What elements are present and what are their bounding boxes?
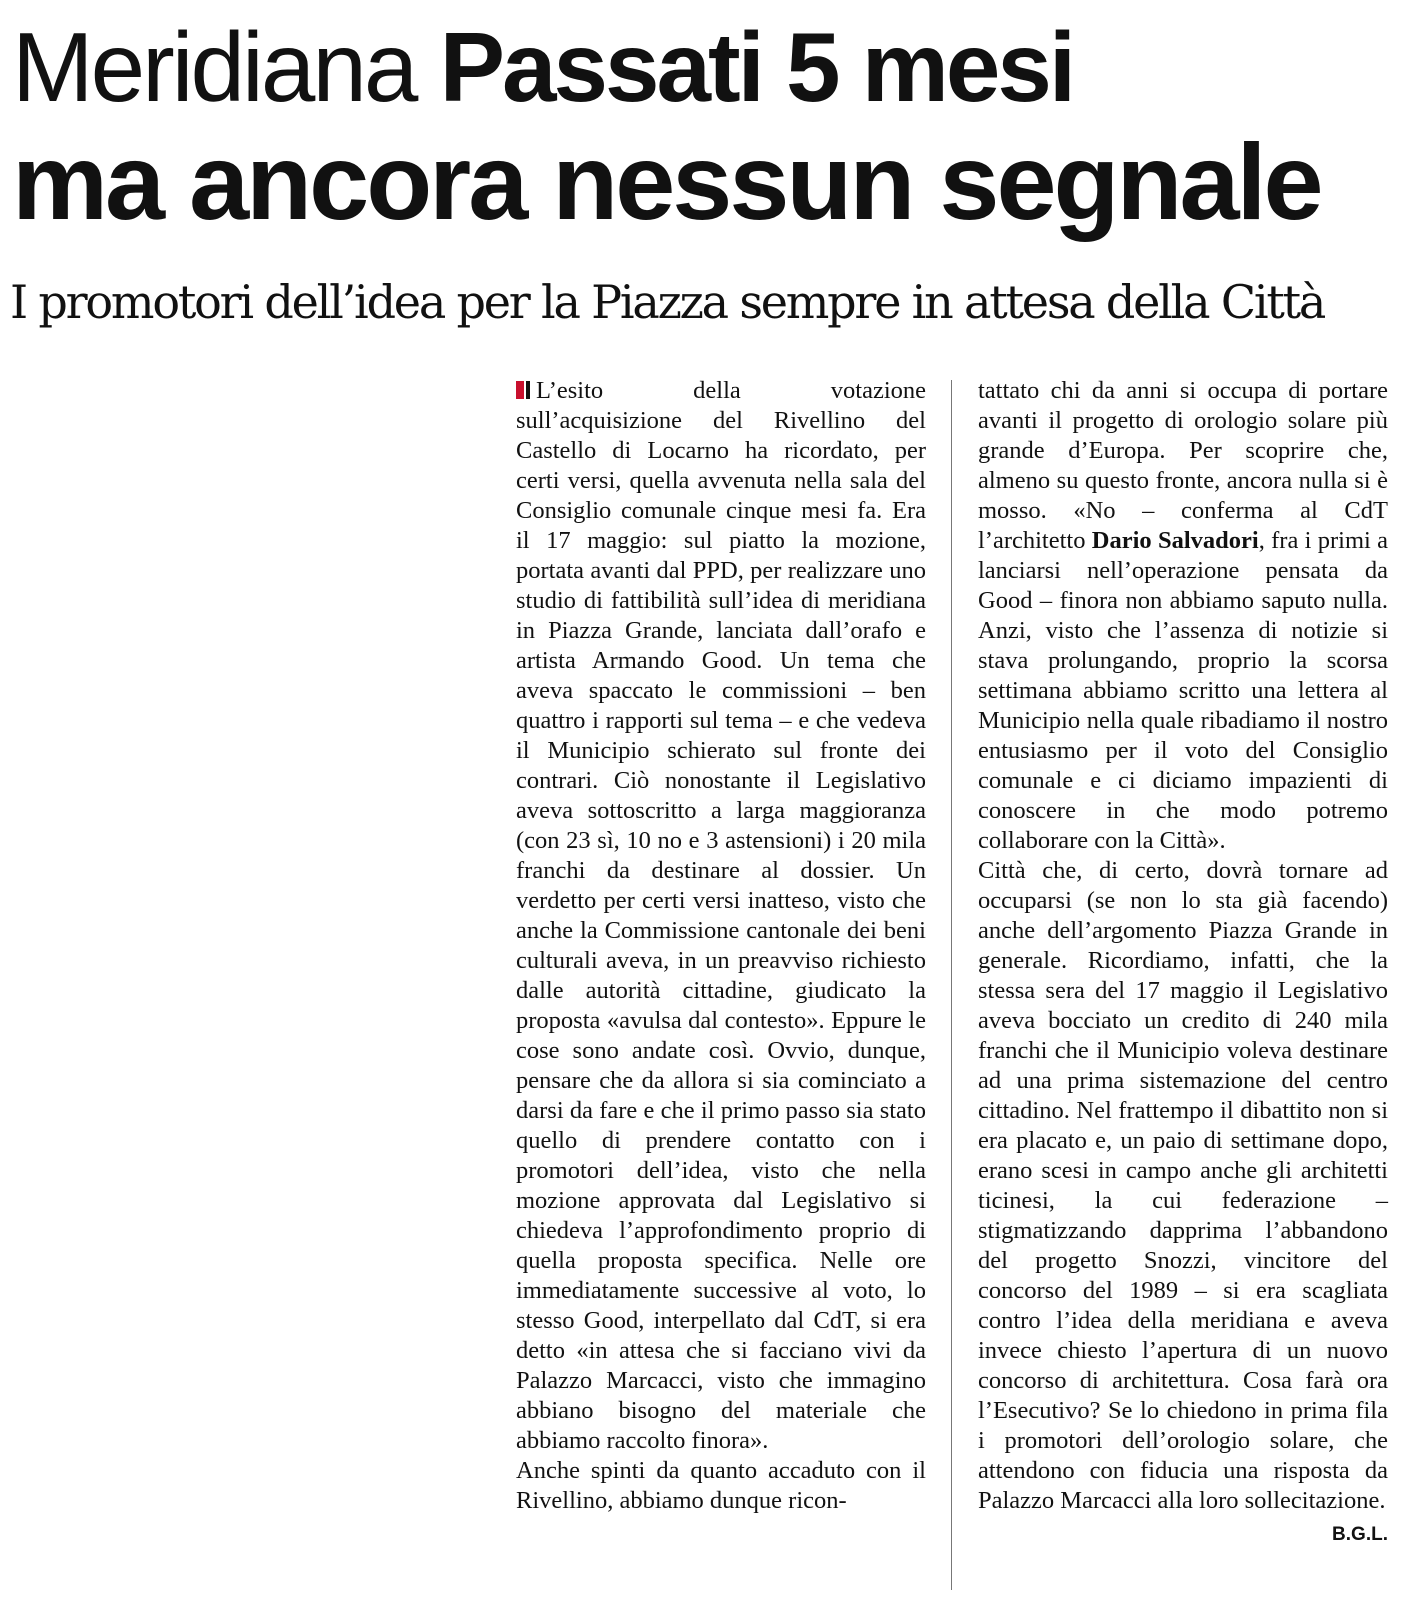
article-paragraph-text: L’esito della votazione sull’acquisizione del Rivellino del Castello di Locarno ha ricordato, per certi versi, quella avvenuta nella sala del Consiglio comunale cinque mesi fa. Era il 17 maggio: sul piatto la mozione, portata avanti dal PPD, per realizzare uno studio di fattibilità sull’idea di meridiana in Piazza Grande, lanciata dall’orafo e artista Armando Good. Un tema che aveva spaccato le commissioni – ben quattro i rapporti sul tema – e che vedeva il Municipio schierato sul fronte dei contrari. Ciò nonostante il Legislativo aveva sottoscritto a larga maggioranza (con 23 sì, 10 no e 3 astensioni) i 20 mila franchi da destinare al dossier. Un verdetto per certi versi inatteso, visto che anche la Commissione cantonale dei beni culturali aveva, in un preavviso richiesto dalle autorità cittadine, giudicato la proposta «avulsa dal contesto». Eppure le cose sono andate così. Ovvio, dunque, pensare che da allora si sia cominciato a darsi da fare e che il primo passo sia stato quello di prendere contatto con i promotori dell’idea, visto che nella mozione approvata dal Legislativo si chiedeva l’approfondimento proprio di quella proposta specifica. Nelle ore immediatamente successive al voto, lo stesso Good, interpellato dal CdT, si era detto «in attesa che si facciano vivi da Palazzo Marcacci, visto che immagino abbiano bisogno del materiale che abbiamo raccolto finora». bbox=[516, 377, 926, 1454]
subheadline: I promotori dell’idea per la Piazza sempre in attesa della Città bbox=[10, 275, 1325, 329]
author-signature: B.G.L. bbox=[1332, 1524, 1388, 1545]
section-marker-icon bbox=[516, 381, 524, 399]
article-paragraph bbox=[516, 376, 926, 1456]
section-marker-bar-icon bbox=[526, 381, 530, 399]
headline-line-1 bbox=[12, 14, 1402, 120]
article-column-1 bbox=[516, 376, 926, 1516]
article-paragraph bbox=[978, 376, 1388, 856]
article-paragraph bbox=[978, 856, 1388, 1545]
headline-kicker: Meridiana bbox=[12, 12, 416, 122]
article-paragraph-text: Città che, di certo, dovrà tornare ad occuparsi (se non lo sta già facendo) anche dell’argomento Piazza Grande in generale. Ricordiamo, infatti, che la stessa sera del 17 maggio il Legislativo aveva bocciato un credito di 240 mila franchi che il Municipio voleva destinare ad una prima sistemazione del centro cittadino. Nel frattempo il dibattito non si era placato e, un paio di settimane dopo, erano scesi in campo anche gli architetti ticinesi, la cui federazione – stigmatizzando dapprima l’abbandono del progetto Snozzi, vincitore del concorso del 1989 – si era scagliata contro l’idea della meridiana e aveva invece chiesto l’apertura di un nuovo concorso di architettura. Cosa farà ora l’Esecutivo? Se lo chiedono in prima fila i promotori dell’orologio solare, che attendono con fiducia una risposta da Palazzo Marcacci alla loro sollecitazione. bbox=[978, 857, 1388, 1514]
article-paragraph-text: , fra i primi a lanciarsi nell’operazione pensata da Good – finora non abbiamo saputo nulla. Anzi, visto che l’assenza di notizie si stava prolungando, proprio la scorsa settimana abbiamo scritto una lettera al Municipio nella quale ribadiamo il nostro entusiasmo per il voto del Consiglio comunale e ci diciamo impazienti di conoscere in che modo potremo collaborare con la Città». bbox=[978, 527, 1388, 854]
article-paragraph-text: tattato chi da anni si occupa di portare avanti il progetto di orologio solare più grande d’Europa. Per scoprire che, almeno su questo fronte, ancora nulla si è mosso. «No – conferma al CdT l’architetto bbox=[978, 377, 1388, 554]
article-paragraph: Anche spinti da quanto accaduto con il Rivellino, abbiamo dunque ricon- bbox=[516, 1457, 926, 1514]
headline-title-part-1: Passati 5 mesi bbox=[439, 12, 1074, 122]
article-column-2 bbox=[978, 376, 1388, 1550]
architect-name: Dario Salvadori bbox=[1091, 527, 1259, 554]
headline-title-part-2: ma ancora nessun segnale bbox=[12, 121, 1321, 242]
column-divider bbox=[951, 380, 952, 1590]
headline bbox=[12, 14, 1402, 240]
